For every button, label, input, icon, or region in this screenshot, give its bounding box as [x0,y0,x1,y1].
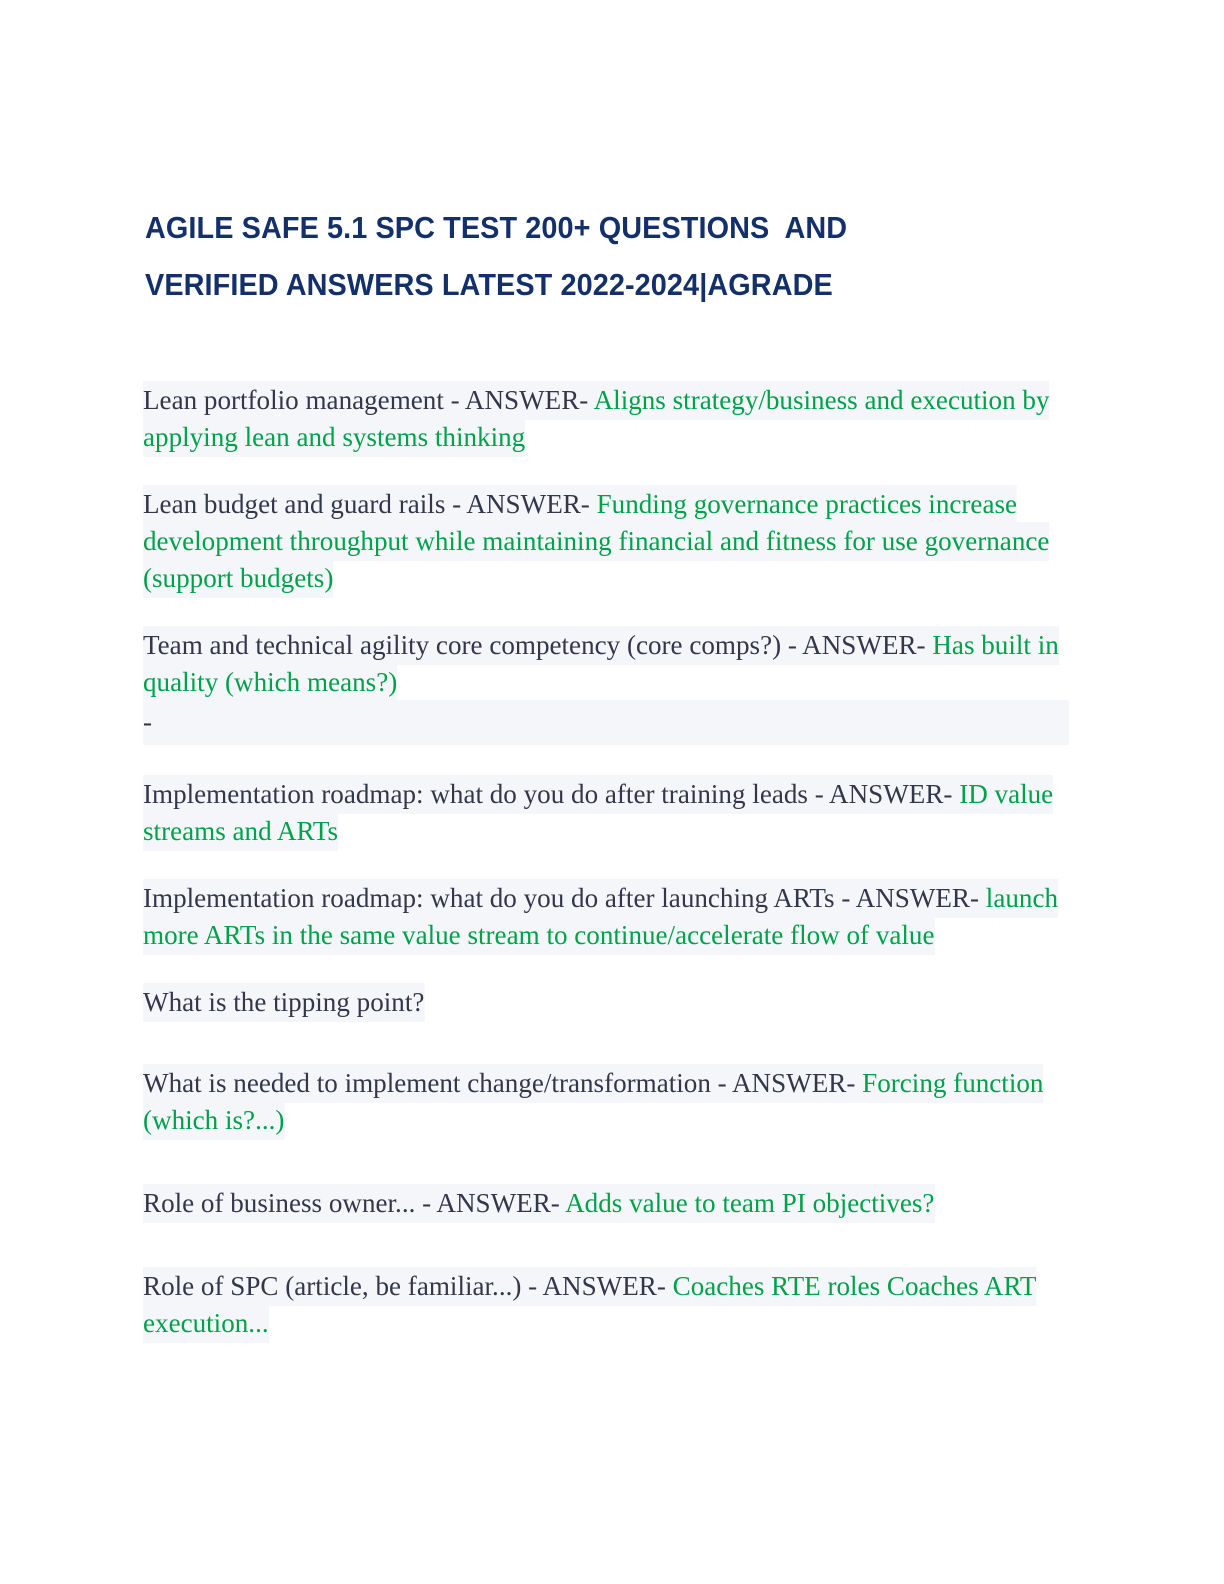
answer-text: Adds value to team PI objectives? [565,1187,935,1218]
qa-highlight [143,1184,934,1223]
qa-highlight [143,381,1050,457]
answer-text: Funding governance practices increase development throughput while maintaining financial and fitness for use governance (support budgets) [143,488,1050,593]
qa-list [143,381,1083,1341]
qa-entry [143,775,1069,849]
question-text: Implementation roadmap: what do you do after training leads - ANSWER- [143,778,960,809]
question-text: Team and technical agility core competency (core comps?) - ANSWER- [143,629,933,660]
answer-text: launch more ARTs in the same value stream to continue/accelerate flow of value [143,882,1059,950]
qa-highlight [143,879,1058,955]
question-text: What is needed to implement change/transformation - ANSWER- [143,1067,863,1098]
answer-text: ID value streams and ARTs [143,778,1054,846]
answer-text: Aligns strategy/business and execution by applying lean and systems thinking [143,384,1050,452]
qa-entry [143,485,1069,596]
page-title: AGILE SAFE 5.1 SPC TEST 200+ QUESTIONS AND VERIFIED ANSWERS LATEST 2022-2024|AGRADE [145,209,856,302]
question-text: Lean budget and guard rails - ANSWER- [143,488,597,519]
question-text: Role of business owner... - ANSWER- [143,1187,566,1218]
qa-entry [143,983,1069,1020]
trailing-dash: - [143,700,1069,745]
qa-highlight [143,485,1049,598]
qa-entry [143,1064,1069,1138]
qa-entry [143,879,1069,953]
qa-highlight [143,1267,1036,1343]
answer-text: Forcing function (which is?...) [143,1067,1044,1135]
qa-highlight [143,983,424,1022]
qa-entry [143,381,1069,455]
question-text: Role of SPC (article, be familiar...) - ANSWER- [143,1270,673,1301]
question-text: Lean portfolio management - ANSWER- [143,384,594,415]
answer-text: Coaches RTE roles Coaches ART execution... [143,1270,1036,1338]
question-text: Implementation roadmap: what do you do after launching ARTs - ANSWER- [143,882,986,913]
qa-highlight [143,1064,1043,1140]
qa-entry [143,1267,1069,1341]
qa-highlight [143,775,1053,851]
qa-entry [143,1184,1069,1221]
question-text: What is the tipping point? [143,986,425,1017]
qa-entry [143,626,1069,745]
qa-highlight [143,626,1059,702]
answer-text: Has built in quality (which means?) [143,629,1059,697]
